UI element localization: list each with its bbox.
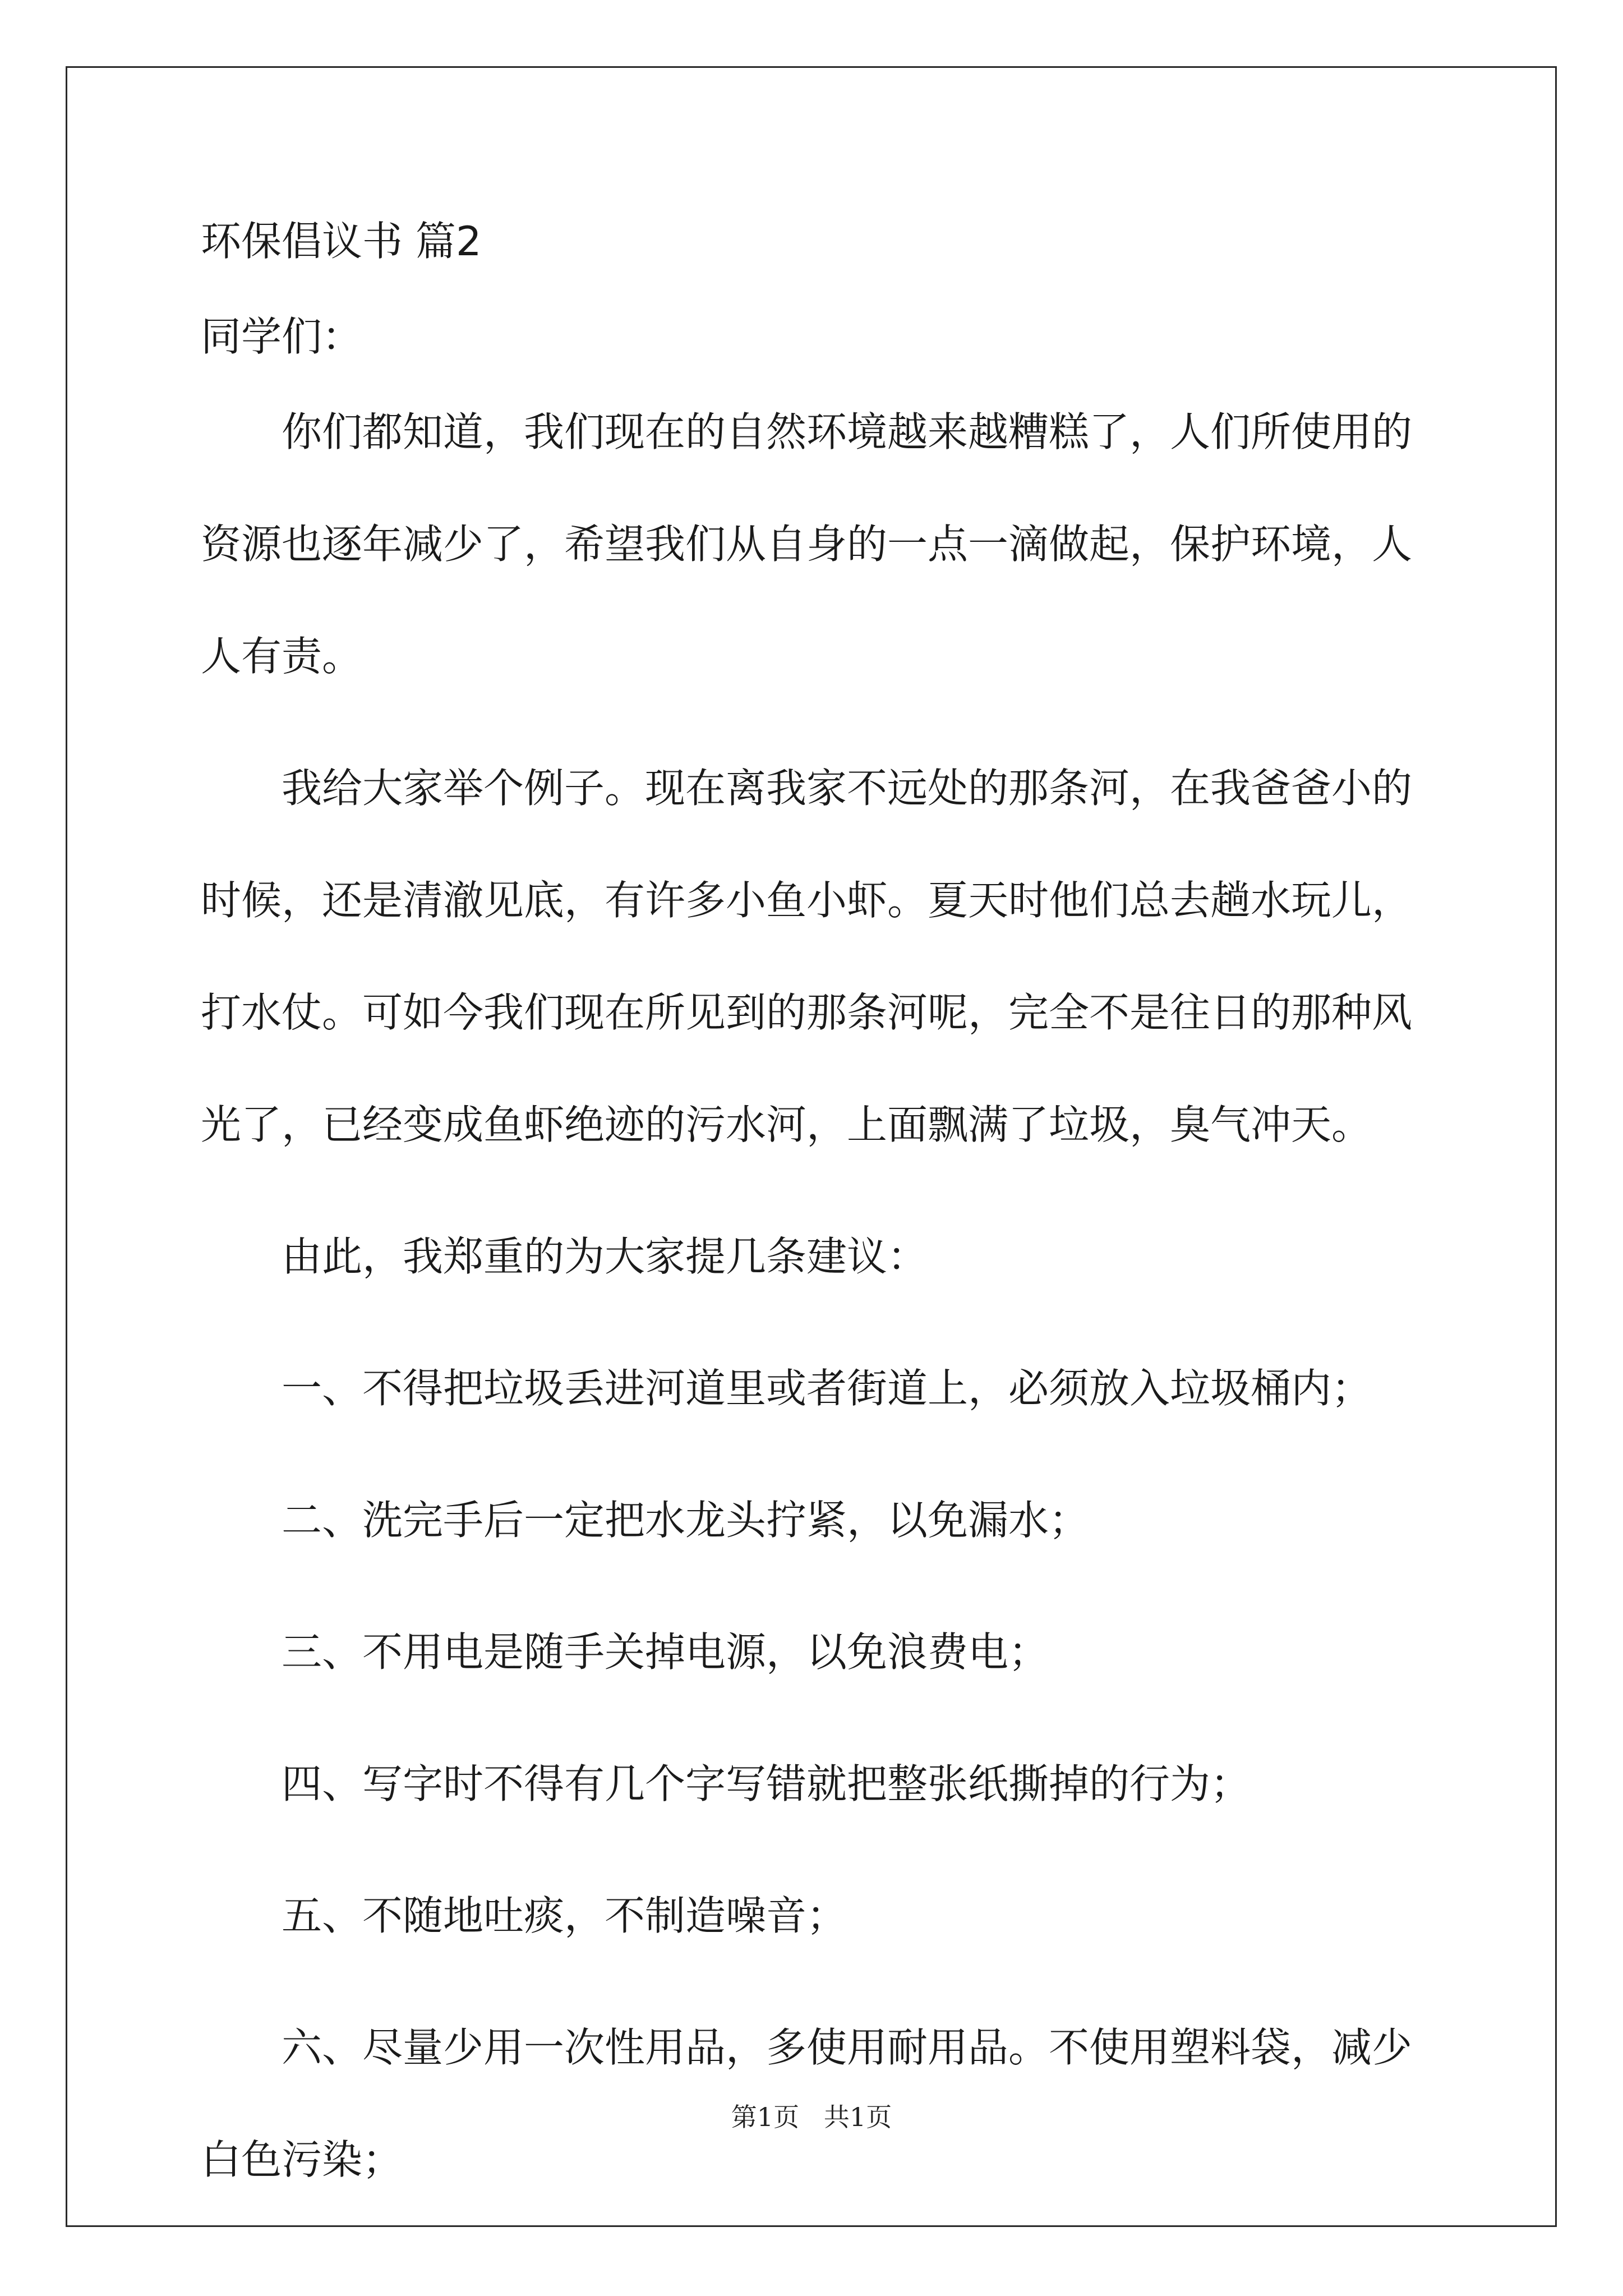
greeting: 同学们： [201, 313, 363, 360]
paragraph-line: 打水仗。可如今我们现在所见到的那条河呢，完全不是往日的那种风 [201, 989, 1413, 1036]
paragraph-1 [201, 404, 1429, 684]
suggestion-item: 五、不随地吐痰，不制造噪音； [282, 1892, 847, 1939]
paragraph-line: 光了，已经变成鱼虾绝迹的污水河，上面飘满了垃圾，臭气冲天。 [201, 1101, 1372, 1148]
document-body [201, 213, 1429, 2263]
suggestions-intro: 由此，我郑重的为大家提几条建议： [282, 1233, 928, 1280]
document-title: 环保倡议书 篇2 [201, 218, 482, 265]
paragraph-line: 六、尽量少用一次性用品，多使用耐用品。不使用塑料袋，减少 [282, 2024, 1413, 2071]
paragraph-line: 白色污染； [201, 2136, 403, 2183]
suggestion-item: 四、写字时不得有几个字写错就把整张纸撕掉的行为； [282, 1760, 1251, 1807]
paragraph-line: 资源也逐年减少了，希望我们从自身的一点一滴做起，保护环境，人 [201, 521, 1413, 568]
suggestion-item: 一、不得把垃圾丢进河道里或者街道上，必须放入垃圾桶内； [282, 1365, 1372, 1412]
suggestion-item: 三、不用电是随手关掉电源，以免浪费电； [282, 1628, 1049, 1676]
paragraph-line: 我给大家举个例子。现在离我家不远处的那条河，在我爸爸小的 [282, 765, 1413, 812]
paragraph-line: 人有责。 [201, 633, 363, 680]
suggestion-item: 二、洗完手后一定把水龙头拧紧，以免漏水； [282, 1497, 1090, 1544]
paragraph-line: 你们都知道，我们现在的自然环境越来越糟糕了，人们所使用的 [282, 408, 1413, 455]
page-footer: 第1页 共1页 [731, 2102, 892, 2132]
paragraph-2 [201, 760, 1429, 1153]
paragraph-line: 时候，还是清澈见底，有许多小鱼小虾。夏天时他们总去趟水玩儿， [201, 877, 1413, 924]
